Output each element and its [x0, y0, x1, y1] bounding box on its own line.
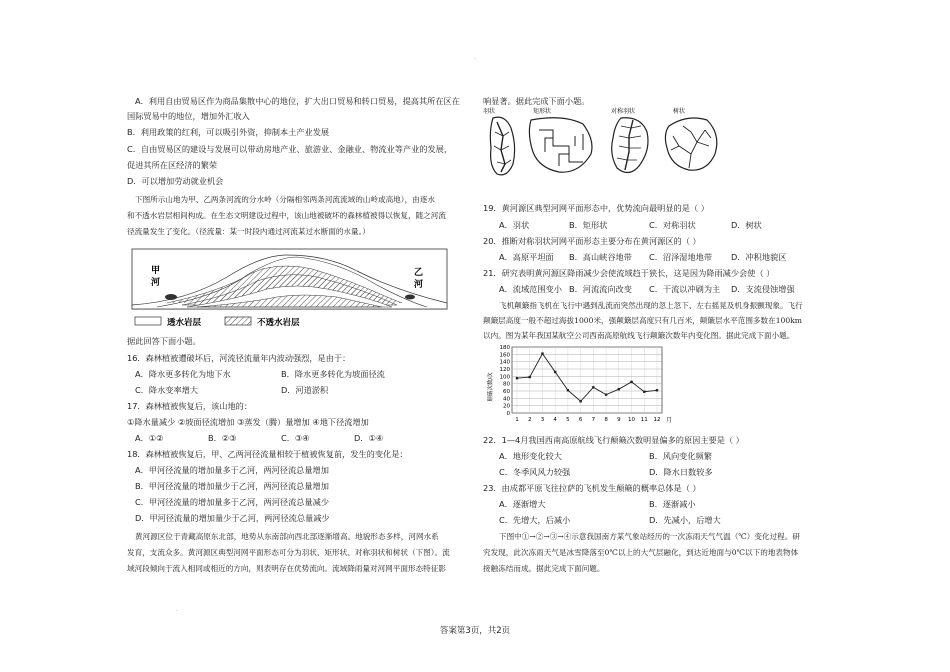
data-point	[605, 393, 607, 395]
y-tick-label: 120	[499, 367, 510, 373]
x-tick-label: 2	[527, 417, 532, 423]
plot-frame	[512, 347, 662, 413]
page-mark: ·	[176, 608, 178, 615]
data-point	[579, 400, 581, 402]
passage-text: 接触冻结而成。据此完成下面问题。	[483, 564, 605, 573]
instruction-text: 据此回答下面小题。	[127, 336, 201, 346]
passage-text: 响显著。据此完成下面小题。	[483, 96, 590, 106]
y-tick-label: 100	[499, 374, 510, 381]
q17-statements: ①降水量减少 ②坡面径流增加 ③蒸发（腾）量增加 ④地下径流增加	[127, 417, 369, 427]
label-pinnate: 羽状	[483, 108, 496, 115]
q19-option-d: D．树状	[731, 220, 762, 230]
q16-option-a: A．降水更多转化为地下水	[135, 369, 231, 379]
data-point	[618, 388, 620, 390]
q16-option-b: B．降水更多转化为坡面径流	[281, 369, 385, 379]
q22-option-c: C．冬季风风力较强	[499, 467, 571, 477]
question-22: 22．1—4月我国西南高原航线飞行颠簸次数明显偏多的原因主要是（ ）	[483, 435, 744, 445]
passage-text: 径流量发生了变化。（径流量：某一时段内通过河流某过水断面的水量。）	[127, 227, 370, 236]
passage-text: 域河段倾向于流入相同或相近的方向，则表明存在优势流向。流域降雨量对河网平面形态特征影	[127, 564, 446, 573]
q18-option-c: C．甲河径流量的增加量多于乙河，两河径流总量减少	[135, 497, 330, 507]
question-21: 21．研究表明黄河源区降雨减少会使流域趋于狭长，这是因为降雨减少会使（ ）	[483, 268, 775, 278]
q23-option-d: D．先减小，后增大	[649, 515, 721, 525]
q21-option-d: D．支流侵蚀增强	[731, 284, 795, 294]
q20-option-d: D．冲积地貌区	[731, 252, 787, 262]
data-point	[630, 381, 632, 383]
q18-option-a: A．甲河径流量的增加量多于乙河，两河径流总量增加	[135, 465, 329, 475]
y-tick-label: 80	[503, 381, 510, 388]
river-jia-channel	[165, 294, 177, 300]
q21-option-a: A．流域范围变小	[499, 284, 562, 294]
question-18: 18．森林植被恢复后，甲、乙两河径流量相较于植被恢复前，发生的变化是：	[127, 449, 408, 459]
x-tick-label: 10	[628, 417, 636, 423]
x-tick-label: 9	[617, 417, 621, 423]
series-line	[517, 354, 657, 402]
river-network-diagram	[483, 106, 723, 181]
passage-text: 发育，支流众多。黄河源区典型河网平面形态可分为羽状、矩形状、对称羽状和树状（下图）。流	[127, 548, 450, 557]
basin-symmetric-pinnate	[612, 118, 648, 173]
q17-option-c: C．③④	[281, 433, 310, 443]
q17-option-d: D．①④	[354, 433, 384, 443]
data-point	[656, 389, 658, 391]
x-tick-label: 8	[604, 417, 608, 423]
data-point	[554, 371, 556, 373]
data-point	[592, 386, 594, 388]
data-point	[643, 391, 645, 393]
data-point	[529, 376, 531, 378]
q18-option-d: D．甲河径流量的增加量少于乙河，两河径流总量减少	[135, 513, 330, 523]
x-tick-label: 6	[578, 417, 583, 423]
y-tick-label: 40	[503, 396, 510, 403]
label-rectangular: 矩形状	[533, 108, 552, 115]
passage-text: 颠簸层高度一般不超过海拔1000米，强颠簸层高度只有几百米，颠簸层水平范围多数在100km	[483, 316, 802, 325]
label-symmetric-pinnate: 对称羽状	[611, 108, 636, 115]
label-yi: 乙	[414, 268, 424, 278]
question-19: 19．黄河源区典型河网平面形态中，优势流向最明显的是（ ）	[483, 203, 709, 213]
q23-option-a: A．逐渐增大	[499, 499, 546, 509]
passage-text: 下图中①→②→③→④示意我国南方某气象站经历的一次冻雨天气气温（℃）变化过程。研	[499, 532, 800, 541]
x-tick-label: 4	[553, 417, 557, 423]
basin-pinnate	[490, 117, 514, 175]
q21-option-b: B．河流流向改变	[569, 284, 632, 294]
q21-option-c: C．干流以冲刷为主	[649, 284, 721, 294]
chart-grid	[512, 347, 662, 413]
passage-text: 以内。图为某年我国某航空公司西南高原航线飞行颠簸次数年内变化图。据此完成下面小题。	[483, 331, 795, 340]
legend-impermeable-swatch	[225, 317, 251, 325]
y-tick-label: 60	[503, 389, 510, 395]
question-20: 20．推断对称羽状河网平面形态主要分布在黄河源区的（ ）	[483, 236, 701, 246]
passage-text: 下图所示山地为甲、乙两条河流的分水岭（分隔相邻两条河流流域的山岭或高地），由逐水	[135, 195, 435, 204]
q19-option-b: B．矩形状	[569, 220, 608, 230]
basin-dendritic	[665, 118, 716, 170]
chart-x-ticks	[515, 417, 660, 423]
y-tick-label: 140	[499, 359, 510, 366]
q20-option-a: A．高原平坦面	[499, 252, 554, 262]
y-tick-label: 0	[506, 411, 510, 417]
option-text: 国际贸易中的地位，增加外汇收入	[127, 111, 250, 121]
q18-option-b: B．甲河径流量的增加量少于乙河，两河径流总量增加	[135, 481, 329, 491]
q17-option-b: B．②③	[208, 433, 237, 443]
q20-option-b: B．高山峡谷地带	[569, 252, 632, 262]
passage-text: 黄河源区位于青藏高原东北部，地势从东南部向西北部逐渐增高。地貌形态多样，河网水系	[135, 532, 439, 541]
x-tick-label: 7	[591, 417, 596, 423]
passage-text: 飞机颠簸指飞机在飞行中遇到乱流而突然出现的忽上忽下、左右摇晃及机身振颤现象。飞行	[499, 301, 803, 310]
page-mark: ·	[474, 56, 476, 63]
option-text: B．利用政策的红利，可以吸引外资，抑制本土产业发展	[127, 127, 330, 137]
data-point	[516, 377, 518, 379]
x-tick-label: 3	[540, 417, 545, 423]
watershed-diagram	[127, 241, 452, 333]
y-tick-label: 180	[499, 345, 510, 351]
y-tick-label: 20	[503, 403, 510, 410]
q19-option-c: C．对称羽状	[649, 220, 696, 230]
y-tick-label: 160	[499, 352, 510, 359]
q16-option-d: D．河道淤积	[281, 385, 329, 395]
legend-permeable-label: 透水岩层	[167, 318, 202, 328]
option-text: C．自由贸易区的建设与发展可以带动房地产业、旅游业、金融业、物流业等产业的发展，	[127, 144, 453, 154]
q22-option-a: A．地形变化较大	[499, 451, 562, 461]
x-tick-label: 5	[566, 417, 570, 423]
chart-y-ticks	[500, 345, 511, 417]
label-yi-he: 河	[414, 280, 424, 290]
question-23: 23．由成都平原飞往拉萨的飞机发生颠簸的概率总体是（ ）	[483, 483, 701, 493]
q23-option-c: C．先增大，后减小	[499, 515, 571, 525]
y-axis-label: 颠簸次数/次	[488, 372, 494, 402]
label-jia-he: 河	[151, 278, 161, 288]
label-dendritic: 树状	[673, 108, 686, 115]
question-17: 17．森林植被恢复后，该山地的：	[127, 401, 253, 411]
x-axis-unit: 月	[666, 417, 673, 424]
passage-text: 究发现，此次冻雨天气是冰雪降落至0℃以上的大气层融化，到达近地面与0℃以下的地表物体	[483, 548, 799, 557]
passage-text: 和不透水岩层相间构成。在生态文明建设过程中，该山地被破坏的森林植被得以恢复，随之河流	[127, 211, 446, 220]
q22-option-d: D．降水日数较多	[649, 467, 713, 477]
page-footer: 答案第3页，共2页	[439, 626, 511, 636]
q23-option-b: B．逐渐减小	[649, 499, 696, 509]
q16-option-c: C．降水变率增大	[135, 385, 199, 395]
legend-impermeable-label: 不透水岩层	[257, 318, 300, 328]
option-text: A．利用自由贸易区作为商品集散中心的地位，扩大出口贸易和转口贸易，提高其所在区在	[135, 96, 460, 106]
river-yi-channel	[405, 295, 415, 300]
question-16: 16．森林植被遭破坏后，河流径流量年内波动强烈，是由于：	[127, 353, 351, 363]
x-tick-label: 12	[653, 417, 661, 423]
option-text: D．可以增加劳动就业机会	[127, 176, 224, 186]
label-jia: 甲	[151, 266, 161, 276]
x-tick-label: 1	[515, 417, 519, 423]
data-point	[541, 352, 543, 354]
q19-option-a: A．羽状	[499, 220, 530, 230]
q20-option-c: C．沼泽湿地地带	[649, 252, 713, 262]
data-point	[567, 389, 569, 391]
q17-option-a: A．①②	[135, 433, 164, 443]
q22-option-b: B．风向变化频繁	[649, 451, 712, 461]
turbulence-chart	[486, 343, 676, 425]
option-text: 促进其所在区经济的繁荣	[127, 160, 218, 170]
x-tick-label: 11	[640, 417, 648, 423]
legend-permeable-swatch	[135, 317, 161, 325]
